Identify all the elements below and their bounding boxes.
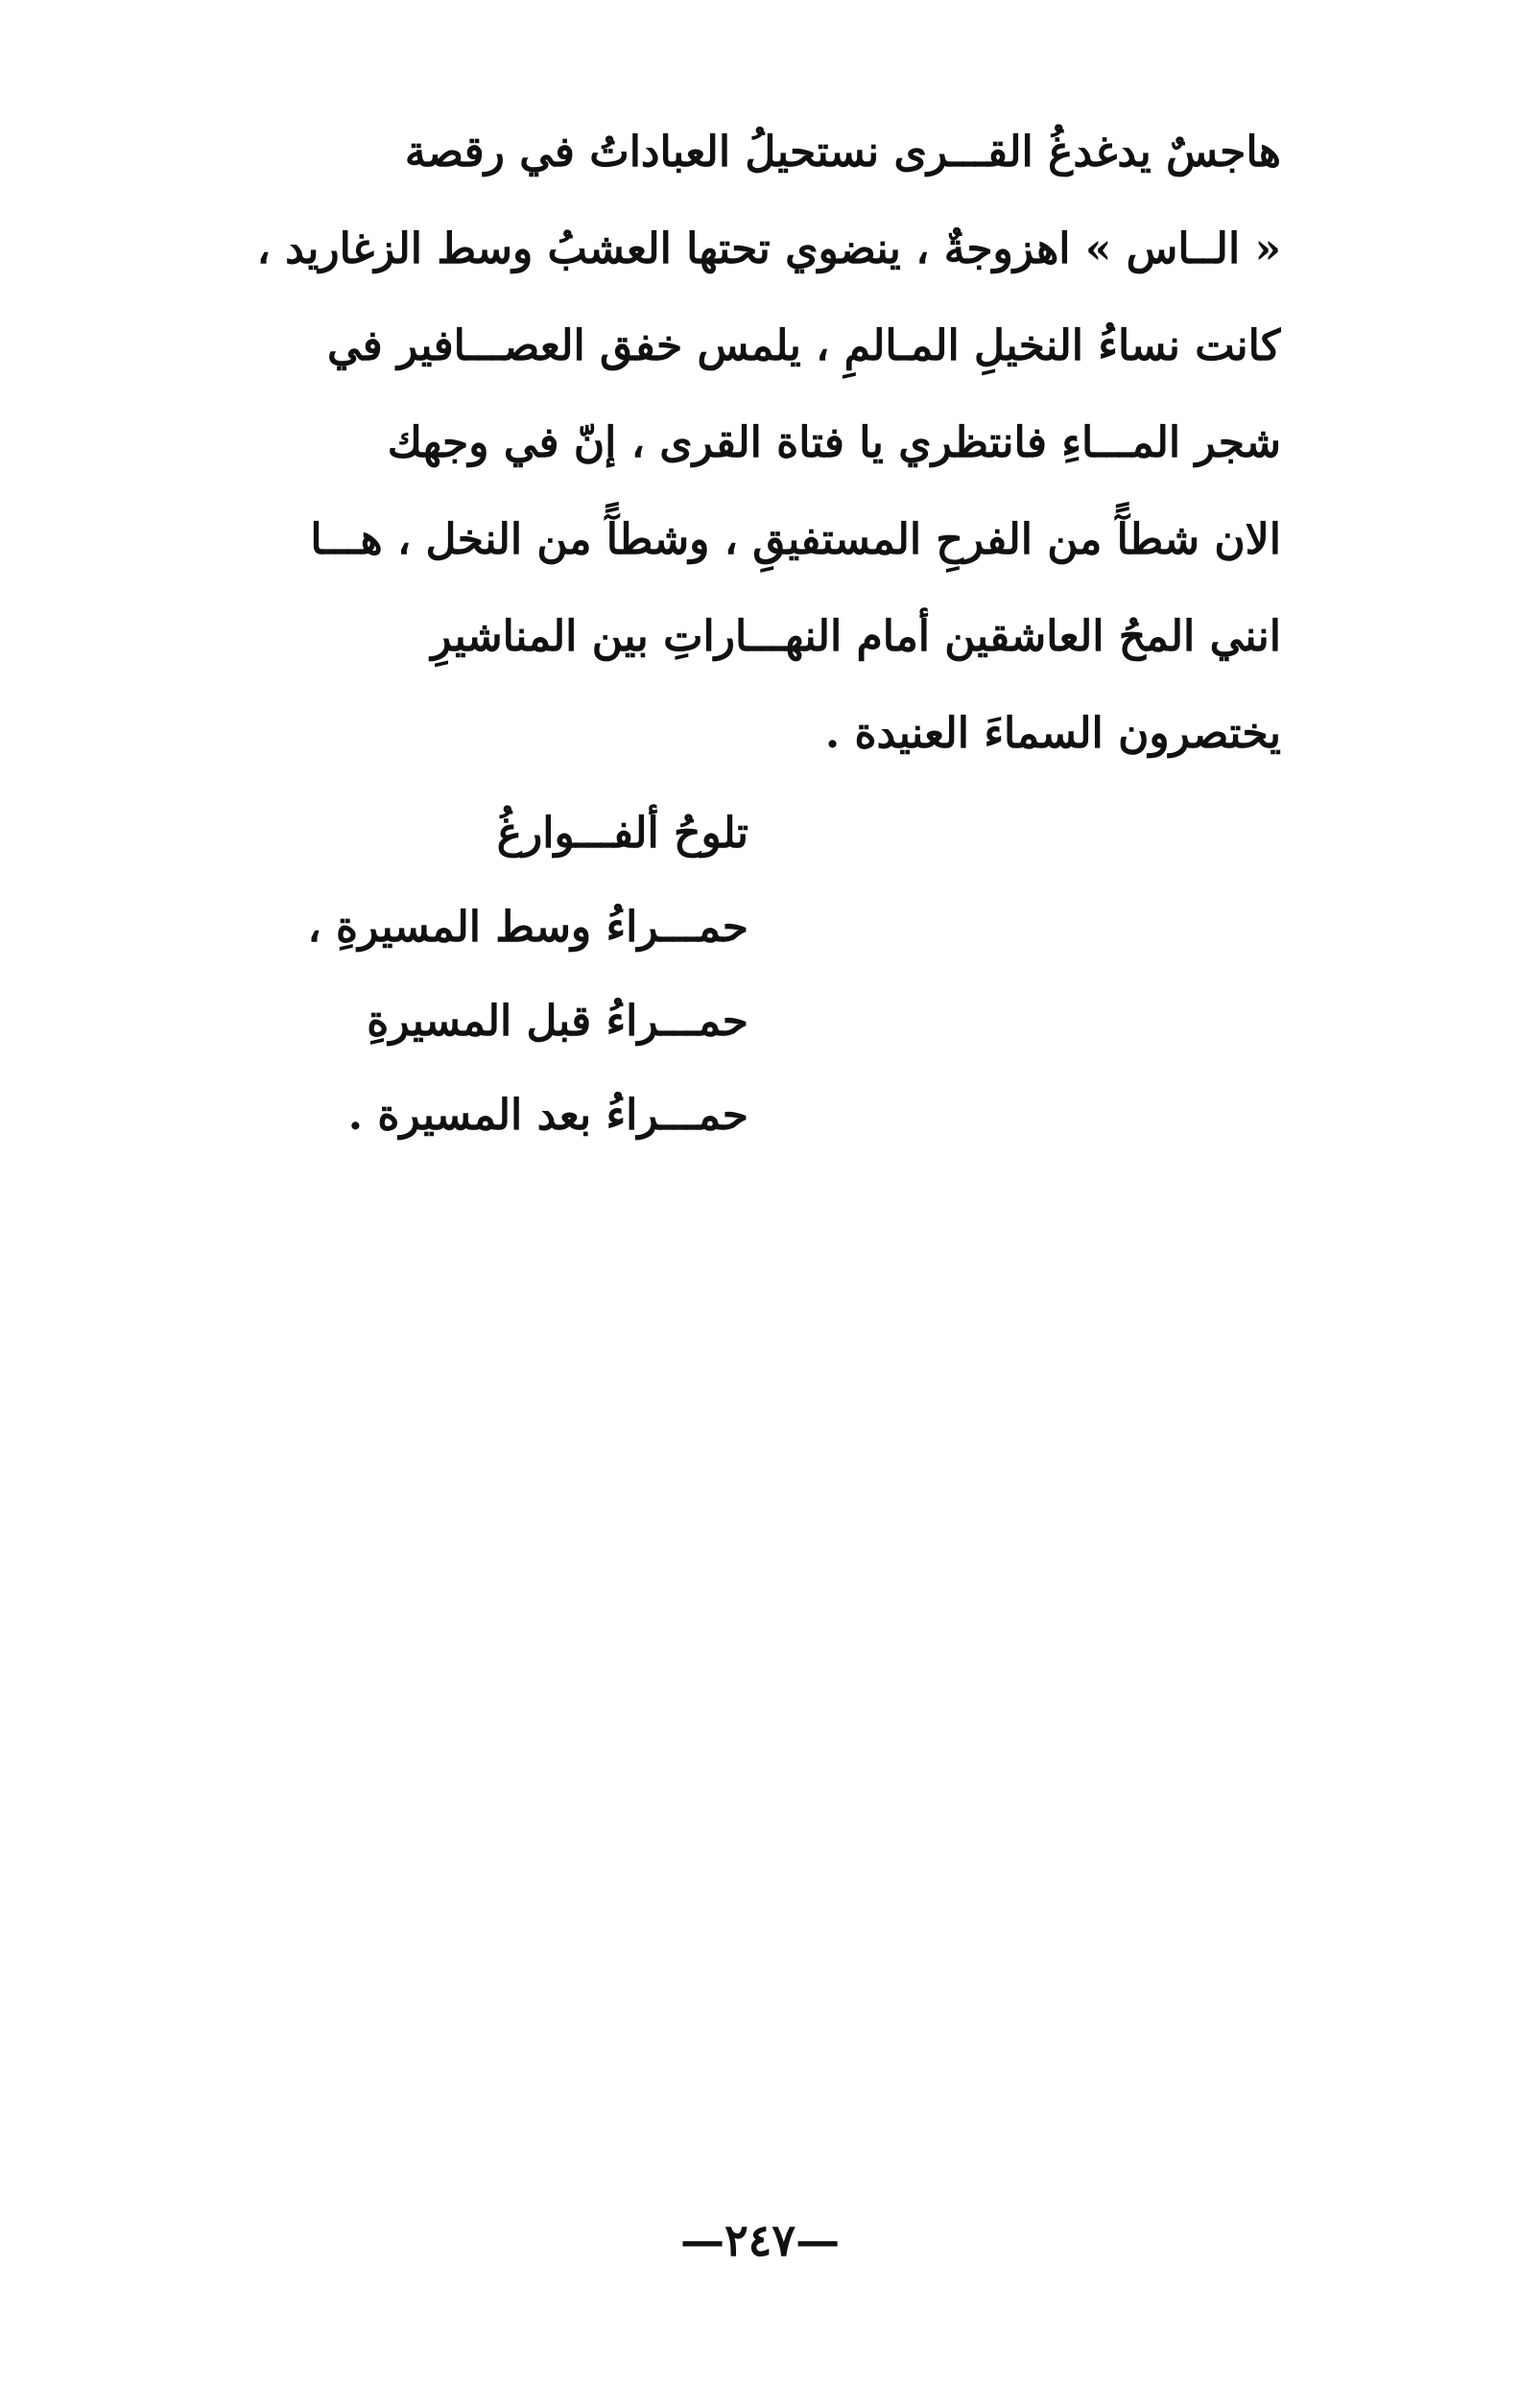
page-number: —٢٤٧— bbox=[679, 2214, 841, 2266]
prose-line: « الــاس » اهزوجةٌ ، ينضوي تحتها العشبُ وسط الزغاريد ، bbox=[256, 224, 1281, 273]
prose-line: شجر المـــاءِ فانتظري يا فتاة القرى ، إنّ في وجهك bbox=[387, 418, 1281, 467]
prose-line: الان شطآً من الفرحِ المستفيقِ ، وشطآً من النخل ، هـــا bbox=[310, 515, 1281, 564]
prose-paragraph bbox=[216, 104, 1281, 782]
verse-line: تلوحُ ألفـــوارغُ bbox=[496, 809, 748, 858]
prose-line: يختصرون السماءَ العنيدة . bbox=[824, 709, 1281, 758]
verse-line: حمـــراءُ قبل المسيرةِ bbox=[367, 997, 748, 1046]
verse-line: حمـــراءُ بعد المسيرة . bbox=[347, 1091, 748, 1140]
verse-stanza bbox=[269, 787, 748, 1163]
prose-line: كانت نساءُ النخيلِ المـالمِ ، يلمس خفق العصـــافير في bbox=[327, 321, 1281, 370]
verse-line: حمـــراءُ وسط المسيرةِ ، bbox=[307, 903, 748, 952]
prose-line: انني المحُ العاشقين أمام النهـــاراتِ بين المناشيرِ bbox=[431, 612, 1281, 661]
prose-line: هاجسٌ يدغدغُ القـــرى نستحيلُ العباداتُ في رقصة bbox=[404, 128, 1281, 177]
